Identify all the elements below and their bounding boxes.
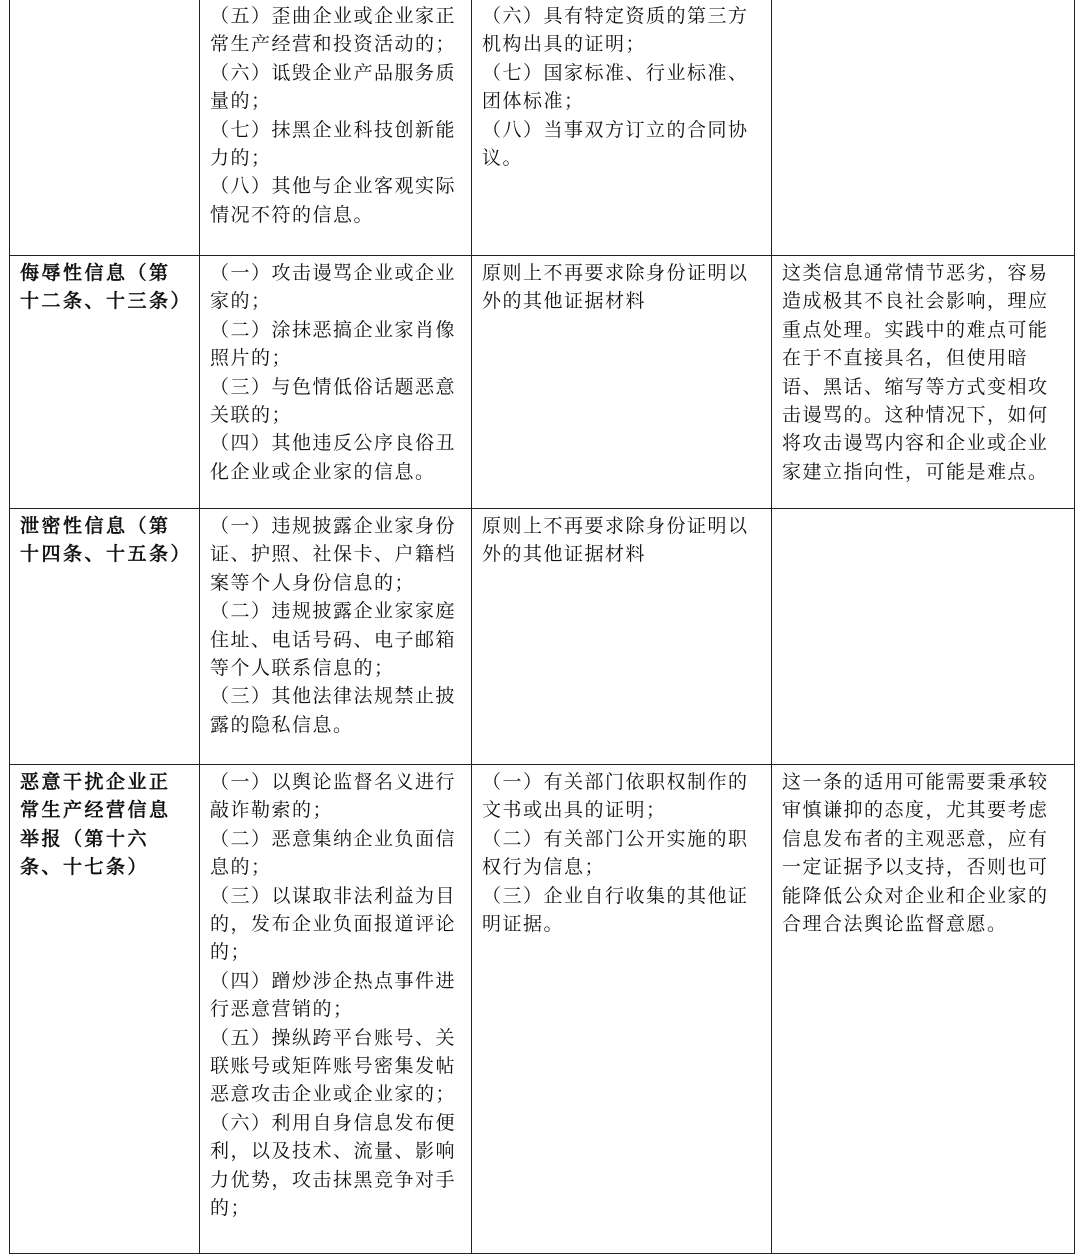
content-item: （二）涂抹恶搞企业家肖像照片的； (210, 318, 457, 370)
regulation-table (9, 0, 1075, 1254)
content-item: （一）以舆论监督名义进行敲诈勒索的； (210, 771, 457, 822)
content-item: （六）诋毁企业产品服务质量的； (210, 61, 457, 113)
evidence-item: （二）有关部门公开实施的职权行为信息； (482, 827, 749, 879)
note-cell: 这一条的适用可能需要秉承较审慎谦抑的态度，尤其要考虑信息发布者的主观恶意，应有一定证据予以支持，否则也可能降低公众对企业和企业家的合理合法舆论监督意愿。 (772, 765, 1075, 1254)
evidence-item: （八）当事双方订立的合同协议。 (482, 118, 749, 170)
evidence-item: （六）具有特定资质的第三方机构出具的证明； (482, 5, 749, 56)
note-cell: 这类信息通常情节恶劣，容易造成极其不良社会影响，理应重点处理。实践中的难点可能在于不直接具名，但使用暗语、黑话、缩写等方式变相攻击谩骂的。这种情况下，如何将攻击谩骂内容和企业或企业家建立指向性，可能是难点。 (772, 256, 1075, 509)
evidence-item: 原则上不再要求除身份证明以外的其他证据材料 (482, 515, 749, 566)
table-row (10, 256, 1075, 509)
evidence-cell (472, 256, 772, 509)
content-item: （七）抹黑企业科技创新能力的； (210, 118, 457, 170)
content-cell (200, 256, 472, 509)
table-row (10, 509, 1075, 765)
category-cell: 侮辱性信息（第十二条、十三条） (10, 256, 200, 509)
evidence-item: （三）企业自行收集的其他证明证据。 (482, 884, 749, 936)
content-item: （五）操纵跨平台账号、关联账号或矩阵账号密集发帖恶意攻击企业或企业家的； (210, 1026, 457, 1106)
content-item: （三）与色情低俗话题恶意关联的； (210, 375, 457, 427)
evidence-cell (472, 509, 772, 765)
content-item: （四）其他违反公序良俗丑化企业或企业家的信息。 (210, 432, 457, 483)
category-cell (10, 0, 200, 256)
content-item: （一）攻击谩骂企业或企业家的； (210, 262, 457, 313)
note-cell (772, 509, 1075, 765)
table-row (10, 765, 1075, 1254)
evidence-cell (472, 0, 772, 256)
content-item: （二）违规披露企业家家庭住址、电话号码、电子邮箱等个人联系信息的； (210, 600, 457, 680)
content-cell (200, 765, 472, 1254)
evidence-item: 原则上不再要求除身份证明以外的其他证据材料 (482, 262, 749, 313)
content-item: （三）其他法律法规禁止披露的隐私信息。 (210, 685, 457, 736)
content-cell (200, 509, 472, 765)
evidence-cell (472, 765, 772, 1254)
category-cell: 泄密性信息（第十四条、十五条） (10, 509, 200, 765)
content-item: （四）蹭炒涉企热点事件进行恶意营销的； (210, 969, 457, 1021)
content-item: （二）恶意集纳企业负面信息的； (210, 827, 457, 879)
table-row (10, 0, 1075, 256)
content-item: （五）歪曲企业或企业家正常生产经营和投资活动的； (210, 5, 457, 56)
content-item: （六）利用自身信息发布便利，以及技术、流量、影响力优势，攻击抹黑竞争对手的； (210, 1111, 457, 1220)
content-item: （八）其他与企业客观实际情况不符的信息。 (210, 175, 457, 226)
content-item: （三）以谋取非法利益为目的，发布企业负面报道评论的； (210, 884, 457, 964)
evidence-item: （一）有关部门依职权制作的文书或出具的证明； (482, 771, 749, 822)
note-cell (772, 0, 1075, 256)
content-cell (200, 0, 472, 256)
content-item: （一）违规披露企业家身份证、护照、社保卡、户籍档案等个人身份信息的； (210, 515, 457, 594)
category-cell: 恶意干扰企业正常生产经营信息举报（第十六条、十七条） (10, 765, 200, 1254)
evidence-item: （七）国家标准、行业标准、团体标准； (482, 61, 749, 113)
